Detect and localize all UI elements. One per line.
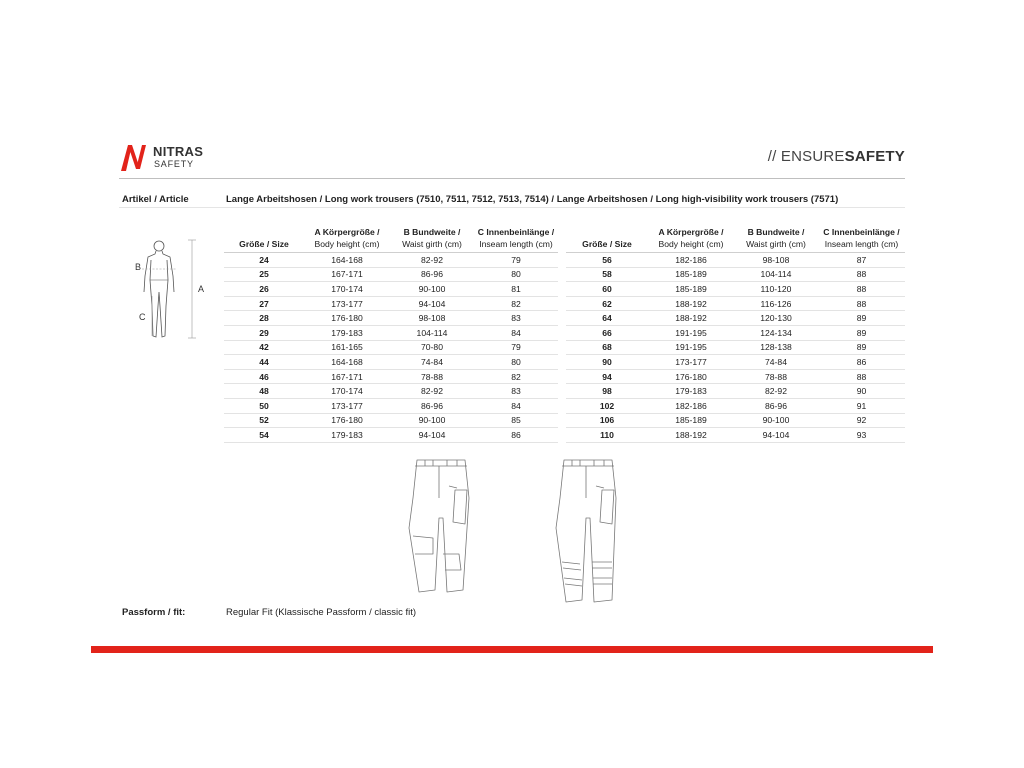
cell-size: 25 bbox=[224, 267, 304, 282]
cell-size: 50 bbox=[224, 398, 304, 413]
cell-b: 128-138 bbox=[734, 340, 818, 355]
cell-a: 173-177 bbox=[304, 398, 390, 413]
cell-b: 104-114 bbox=[390, 325, 474, 340]
col-b-line2: Waist girth (cm) bbox=[402, 239, 462, 249]
fit-value: Regular Fit (Klassische Passform / classic fit) bbox=[226, 607, 417, 618]
cell-size: 62 bbox=[566, 296, 648, 311]
cell-a: 173-177 bbox=[304, 296, 390, 311]
cell-c: 92 bbox=[818, 413, 905, 428]
col-a-line1: A Körpergröße / bbox=[658, 227, 724, 237]
cell-c: 93 bbox=[818, 428, 905, 443]
cell-b: 120-130 bbox=[734, 311, 818, 326]
cell-b: 94-104 bbox=[734, 428, 818, 443]
cell-c: 87 bbox=[818, 253, 905, 268]
cell-a: 188-192 bbox=[648, 311, 734, 326]
cell-b: 82-92 bbox=[390, 384, 474, 399]
cell-a: 167-171 bbox=[304, 369, 390, 384]
cell-b: 110-120 bbox=[734, 282, 818, 297]
cell-c: 80 bbox=[474, 267, 558, 282]
cell-a: 161-165 bbox=[304, 340, 390, 355]
cell-size: 48 bbox=[224, 384, 304, 399]
cell-a: 176-180 bbox=[304, 311, 390, 326]
col-a bbox=[304, 226, 390, 253]
cell-c: 86 bbox=[474, 428, 558, 443]
cell-b: 78-88 bbox=[734, 369, 818, 384]
cell-a: 164-168 bbox=[304, 355, 390, 370]
cell-c: 89 bbox=[818, 325, 905, 340]
cell-c: 80 bbox=[474, 355, 558, 370]
cell-a: 179-183 bbox=[648, 384, 734, 399]
cell-size: 68 bbox=[566, 340, 648, 355]
col-c-line2: Inseam length (cm) bbox=[479, 239, 553, 249]
table-row bbox=[224, 282, 558, 297]
table-row bbox=[566, 384, 905, 399]
cell-size: 94 bbox=[566, 369, 648, 384]
size-table-right bbox=[566, 226, 905, 443]
col-c bbox=[474, 226, 558, 253]
cell-size: 24 bbox=[224, 253, 304, 268]
cell-b: 94-104 bbox=[390, 296, 474, 311]
cell-size: 110 bbox=[566, 428, 648, 443]
col-b-line1: B Bundweite / bbox=[747, 227, 805, 237]
cell-c: 84 bbox=[474, 325, 558, 340]
nitras-logo-icon bbox=[119, 142, 149, 172]
cell-size: 56 bbox=[566, 253, 648, 268]
article-divider bbox=[119, 207, 905, 208]
cell-size: 42 bbox=[224, 340, 304, 355]
table-row bbox=[566, 369, 905, 384]
table-row bbox=[566, 340, 905, 355]
table-row bbox=[224, 369, 558, 384]
cell-c: 89 bbox=[818, 311, 905, 326]
cell-a: 179-183 bbox=[304, 325, 390, 340]
cell-c: 83 bbox=[474, 384, 558, 399]
cell-a: 167-171 bbox=[304, 267, 390, 282]
cell-a: 182-186 bbox=[648, 253, 734, 268]
table-row bbox=[566, 428, 905, 443]
cell-size: 29 bbox=[224, 325, 304, 340]
article-description: Lange Arbeitshosen / Long work trousers (7510, 7511, 7512, 7513, 7514) / Lange Arbeitshosen / Long high-visibility work trousers (7571) bbox=[226, 194, 839, 205]
table-row bbox=[224, 428, 558, 443]
fit-label: Passform / fit: bbox=[122, 607, 186, 618]
tagline bbox=[768, 148, 905, 165]
body-measurement-figure bbox=[132, 236, 212, 346]
cell-c: 82 bbox=[474, 369, 558, 384]
table-row bbox=[566, 355, 905, 370]
brand-sub: SAFETY bbox=[154, 159, 194, 169]
cell-b: 86-96 bbox=[734, 398, 818, 413]
cell-size: 46 bbox=[224, 369, 304, 384]
label-b: B bbox=[135, 262, 142, 272]
cell-size: 106 bbox=[566, 413, 648, 428]
cell-b: 94-104 bbox=[390, 428, 474, 443]
cell-size: 28 bbox=[224, 311, 304, 326]
table-row bbox=[566, 398, 905, 413]
label-c: C bbox=[139, 312, 146, 322]
col-a-line2: Body height (cm) bbox=[658, 239, 724, 249]
cell-c: 82 bbox=[474, 296, 558, 311]
cell-b: 86-96 bbox=[390, 267, 474, 282]
hi-vis-trousers-illustration bbox=[550, 458, 622, 604]
cell-c: 88 bbox=[818, 369, 905, 384]
cell-a: 185-189 bbox=[648, 282, 734, 297]
cell-c: 81 bbox=[474, 282, 558, 297]
table-header-row bbox=[566, 226, 905, 253]
table-row bbox=[224, 296, 558, 311]
cell-c: 86 bbox=[818, 355, 905, 370]
cell-c: 79 bbox=[474, 253, 558, 268]
cell-c: 90 bbox=[818, 384, 905, 399]
cell-c: 79 bbox=[474, 340, 558, 355]
cell-b: 90-100 bbox=[390, 282, 474, 297]
cell-c: 88 bbox=[818, 267, 905, 282]
cell-size: 52 bbox=[224, 413, 304, 428]
table-row bbox=[566, 413, 905, 428]
cell-a: 185-189 bbox=[648, 413, 734, 428]
cell-b: 98-108 bbox=[734, 253, 818, 268]
cell-a: 182-186 bbox=[648, 398, 734, 413]
cell-c: 89 bbox=[818, 340, 905, 355]
cell-a: 173-177 bbox=[648, 355, 734, 370]
table-row bbox=[224, 355, 558, 370]
brand-footer-bar bbox=[91, 646, 933, 653]
table-header-row bbox=[224, 226, 558, 253]
cell-a: 164-168 bbox=[304, 253, 390, 268]
col-a-line1: A Körpergröße / bbox=[314, 227, 380, 237]
table-row bbox=[224, 398, 558, 413]
cell-c: 85 bbox=[474, 413, 558, 428]
cell-c: 83 bbox=[474, 311, 558, 326]
cell-size: 54 bbox=[224, 428, 304, 443]
cell-a: 188-192 bbox=[648, 428, 734, 443]
table-row bbox=[566, 325, 905, 340]
cell-a: 191-195 bbox=[648, 325, 734, 340]
cell-b: 98-108 bbox=[390, 311, 474, 326]
col-a-line2: Body height (cm) bbox=[314, 239, 380, 249]
cell-size: 44 bbox=[224, 355, 304, 370]
brand-name: NITRAS bbox=[153, 144, 204, 159]
cell-b: 82-92 bbox=[734, 384, 818, 399]
table-row bbox=[224, 325, 558, 340]
header-divider bbox=[119, 178, 905, 179]
col-b-line2: Waist girth (cm) bbox=[746, 239, 806, 249]
table-row bbox=[224, 311, 558, 326]
cell-a: 185-189 bbox=[648, 267, 734, 282]
cell-c: 84 bbox=[474, 398, 558, 413]
col-size bbox=[224, 226, 304, 253]
cell-a: 188-192 bbox=[648, 296, 734, 311]
cell-b: 78-88 bbox=[390, 369, 474, 384]
table-row bbox=[224, 267, 558, 282]
cell-b: 124-134 bbox=[734, 325, 818, 340]
cell-a: 176-180 bbox=[648, 369, 734, 384]
table-row bbox=[566, 296, 905, 311]
cell-size: 90 bbox=[566, 355, 648, 370]
cell-b: 104-114 bbox=[734, 267, 818, 282]
cell-c: 91 bbox=[818, 398, 905, 413]
cell-size: 66 bbox=[566, 325, 648, 340]
cell-b: 70-80 bbox=[390, 340, 474, 355]
cell-size: 26 bbox=[224, 282, 304, 297]
work-trousers-illustration bbox=[403, 458, 475, 594]
cell-size: 60 bbox=[566, 282, 648, 297]
tagline-prefix: // ENSURE bbox=[767, 148, 845, 165]
cell-b: 116-126 bbox=[734, 296, 818, 311]
cell-a: 176-180 bbox=[304, 413, 390, 428]
cell-b: 74-84 bbox=[390, 355, 474, 370]
table-row bbox=[224, 413, 558, 428]
size-table-left bbox=[224, 226, 558, 443]
cell-b: 74-84 bbox=[734, 355, 818, 370]
table-row bbox=[566, 253, 905, 268]
table-row bbox=[224, 384, 558, 399]
col-c-line1: C Innenbeinlänge / bbox=[823, 227, 900, 237]
cell-a: 170-174 bbox=[304, 282, 390, 297]
col-b bbox=[390, 226, 474, 253]
cell-b: 90-100 bbox=[390, 413, 474, 428]
cell-a: 170-174 bbox=[304, 384, 390, 399]
cell-b: 86-96 bbox=[390, 398, 474, 413]
col-c-line1: C Innenbeinlänge / bbox=[477, 227, 555, 237]
cell-size: 27 bbox=[224, 296, 304, 311]
col-size-label: Größe / Size bbox=[239, 239, 289, 249]
col-size-label: Größe / Size bbox=[582, 239, 632, 249]
col-size bbox=[566, 226, 648, 253]
article-label: Artikel / Article bbox=[122, 194, 189, 205]
table-row bbox=[566, 311, 905, 326]
cell-c: 88 bbox=[818, 296, 905, 311]
cell-b: 82-92 bbox=[390, 253, 474, 268]
cell-a: 191-195 bbox=[648, 340, 734, 355]
table-row bbox=[224, 340, 558, 355]
col-a bbox=[648, 226, 734, 253]
table-row bbox=[566, 267, 905, 282]
cell-a: 179-183 bbox=[304, 428, 390, 443]
table-row bbox=[566, 282, 905, 297]
tagline-bold: SAFETY bbox=[844, 148, 905, 165]
cell-size: 58 bbox=[566, 267, 648, 282]
cell-size: 102 bbox=[566, 398, 648, 413]
col-b bbox=[734, 226, 818, 253]
cell-c: 88 bbox=[818, 282, 905, 297]
cell-size: 98 bbox=[566, 384, 648, 399]
table-row bbox=[224, 253, 558, 268]
nitras-logo bbox=[119, 142, 209, 174]
cell-b: 90-100 bbox=[734, 413, 818, 428]
cell-size: 64 bbox=[566, 311, 648, 326]
col-c-line2: Inseam length (cm) bbox=[824, 239, 899, 249]
label-a: A bbox=[198, 284, 205, 294]
col-c bbox=[818, 226, 905, 253]
col-b-line1: B Bundweite / bbox=[403, 227, 461, 237]
